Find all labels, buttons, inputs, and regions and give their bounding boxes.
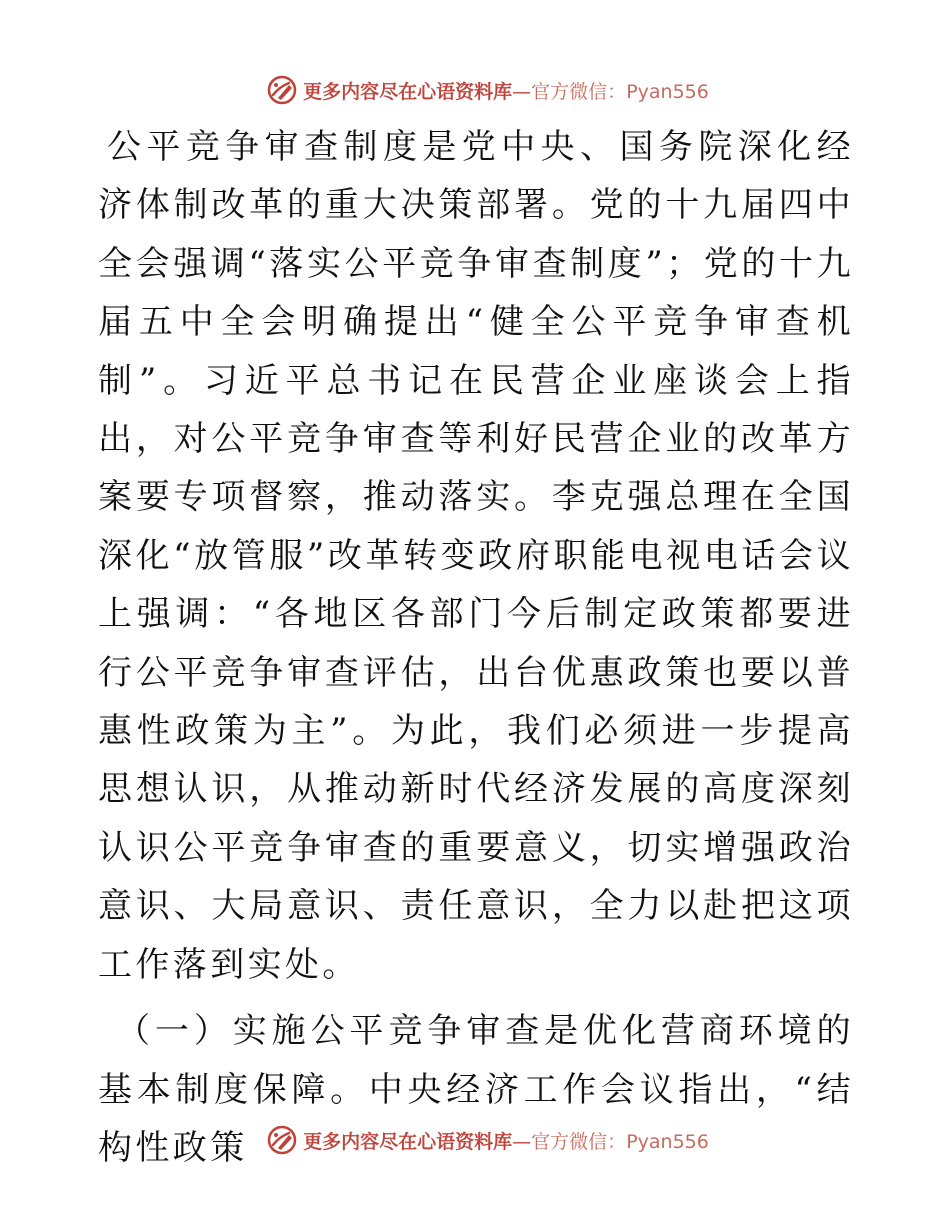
watermark-wechat-label: 官方微信： [531,1130,627,1153]
watermark-separator: — [512,80,532,103]
watermark-separator: — [512,1130,532,1153]
pen-logo-icon [265,1123,299,1157]
watermark-text [303,77,709,104]
watermark-wechat-id: Pyan556 [626,1130,709,1153]
header-watermark [0,70,950,110]
footer-watermark [0,1120,950,1160]
watermark-text [303,1127,709,1154]
document-body [98,118,854,1177]
body-paragraph-2: （一）实施公平竞争审查是优化营商环境的基本制度保障。中央经济工作会议指出，“结构性政策 [98,1011,854,1168]
body-paragraph-1: 公平竞争审查制度是党中央、国务院深化经济体制改革的重大决策部署。党的十九届四中全会强调“落实公平竞争审查制度”；党的十九届五中全会明确提出“健全公平竞争审查机制”。习近平总书记在民营企业座谈会上指出，对公平竞争审查等利好民营企业的改革方案要专项督察，推动落实。李克强总理在全国深化“放管服”改革转变政府职能电视电话会议上强调：“各地区各部门今后制定政策都要进行公平竞争审查评估，出台优惠政策也要以普惠性政策为主”。为此，我们必须进一步提高思想认识，从推动新时代经济发展的高度深刻认识公平竞争审查的重要意义，切实增强政治意识、大局意识、责任意识，全力以赴把这项工作落到实处。 [98,127,854,985]
watermark-main: 更多内容尽在心语资料库 [303,1130,513,1153]
pen-logo-icon [265,73,299,107]
watermark-main: 更多内容尽在心语资料库 [303,80,513,103]
watermark-wechat-id: Pyan556 [626,80,709,103]
watermark-wechat-label: 官方微信： [531,80,627,103]
